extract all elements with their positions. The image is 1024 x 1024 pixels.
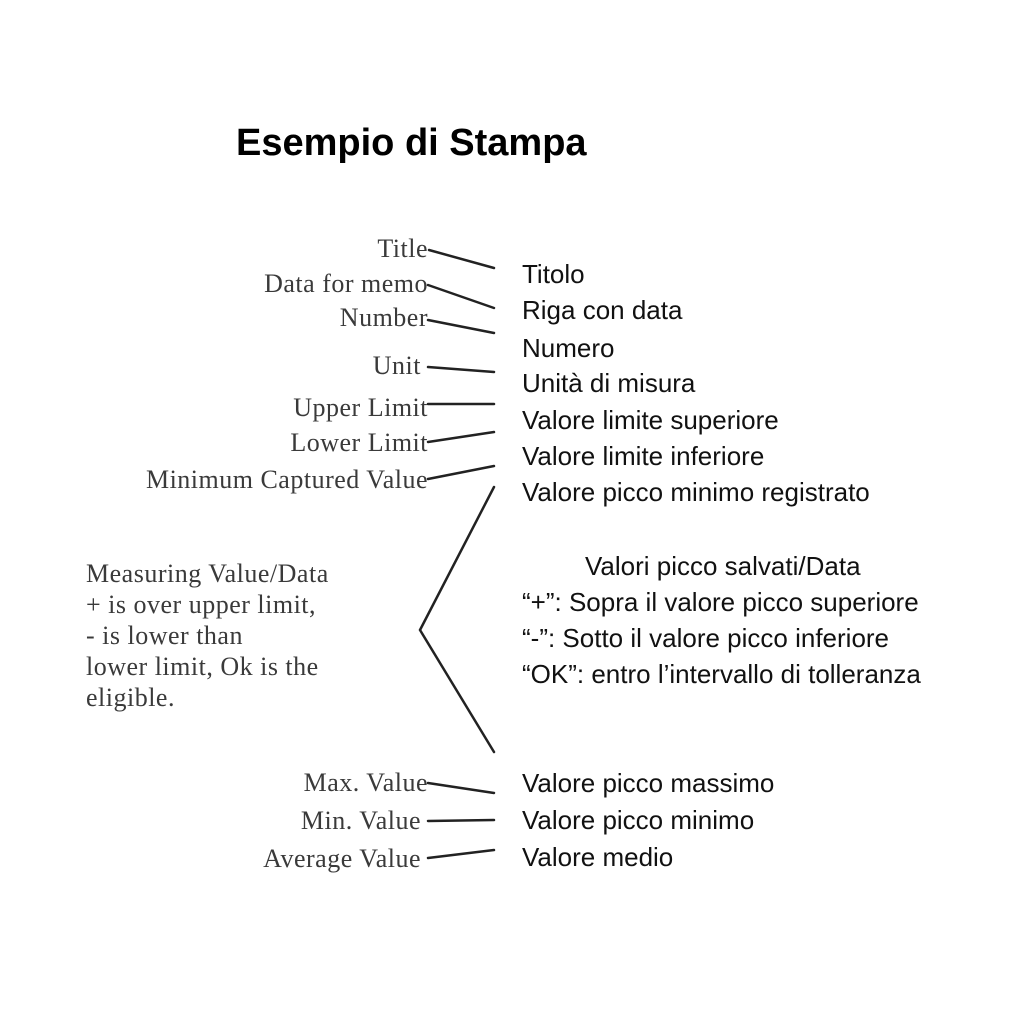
label-upper-limit-en: Upper Limit xyxy=(293,393,428,422)
connector-average-value xyxy=(428,850,494,858)
label-numero-it: Numero xyxy=(522,333,615,363)
label-limite-inf-it: Valore limite inferiore xyxy=(522,441,765,471)
label-limite-sup-it: Valore limite superiore xyxy=(522,405,779,435)
measuring-line: - is lower than xyxy=(86,621,243,650)
label-riga-data-it: Riga con data xyxy=(522,295,683,325)
connector-min-captured xyxy=(428,466,494,479)
connector-lower-limit xyxy=(428,432,494,442)
label-data-memo-en: Data for memo xyxy=(264,269,428,298)
label-picco-min-it: Valore picco minimo xyxy=(522,805,755,835)
connector-max-value xyxy=(428,783,494,793)
label-picco-max-it: Valore picco massimo xyxy=(522,768,775,798)
connector-unit xyxy=(428,367,494,372)
label-picco-min-reg-it: Valore picco minimo registrato xyxy=(522,477,870,507)
label-titolo-it: Titolo xyxy=(522,259,585,289)
saved-line: “+”: Sopra il valore picco superiore xyxy=(522,587,919,617)
measuring-line: + is over upper limit, xyxy=(86,590,317,619)
saved-line: “OK”: entro l’intervallo di tolleranza xyxy=(522,659,921,689)
connector-min-value xyxy=(428,820,494,821)
label-min-captured-en: Minimum Captured Value xyxy=(145,465,428,494)
connector-measuring-bracket xyxy=(420,487,494,752)
connector-data-memo xyxy=(428,285,494,308)
label-number-en: Number xyxy=(339,303,428,332)
label-unit-en: Unit xyxy=(372,351,421,380)
page-title: Esempio di Stampa xyxy=(236,122,587,164)
measuring-line: Measuring Value/Data xyxy=(86,559,329,588)
label-min-value-en: Min. Value xyxy=(300,806,421,835)
label-medio-it: Valore medio xyxy=(522,842,674,872)
connector-title xyxy=(429,250,494,268)
label-unita-it: Unità di misura xyxy=(522,368,696,398)
saved-peak-description-it xyxy=(522,548,921,692)
label-average-value-en: Average Value xyxy=(263,844,421,873)
saved-line: Valori picco salvati/Data xyxy=(585,551,861,581)
measuring-line: eligible. xyxy=(86,683,175,712)
saved-line: “-”: Sotto il valore picco inferiore xyxy=(522,623,890,653)
measuring-value-description-en xyxy=(86,558,329,713)
label-title-en: Title xyxy=(377,234,428,263)
connector-number xyxy=(428,320,494,333)
label-lower-limit-en: Lower Limit xyxy=(290,428,428,457)
measuring-line: lower limit, Ok is the xyxy=(86,652,319,681)
label-max-value-en: Max. Value xyxy=(303,768,428,797)
